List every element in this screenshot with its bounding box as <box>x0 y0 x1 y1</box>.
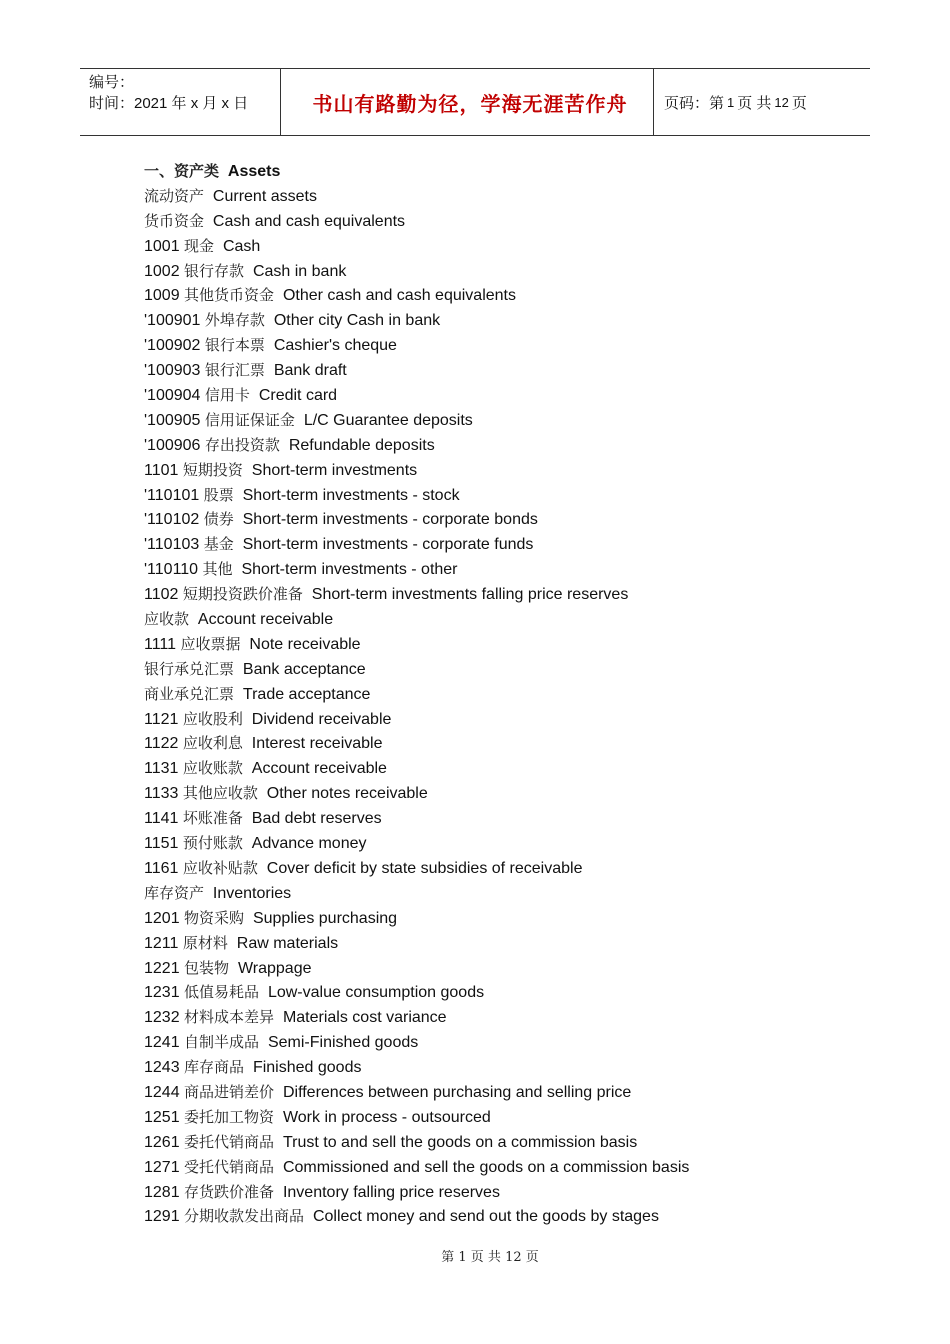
account-code: 1231 <box>144 984 180 1002</box>
account-name-en: Semi-Finished goods <box>267 1034 419 1052</box>
account-name-en: Dividend receivable <box>251 710 392 728</box>
account-entry <box>144 682 844 707</box>
account-name-en: Cash <box>222 237 261 255</box>
account-entry <box>144 234 844 259</box>
account-name-cn: 应收股利 <box>182 709 243 728</box>
account-code: 1261 <box>144 1133 180 1151</box>
account-name-en: Advance money <box>251 835 367 853</box>
account-name-en: Account receivable <box>251 760 387 778</box>
account-name-en: Bank acceptance <box>242 660 366 678</box>
account-name-en: Cash in bank <box>252 262 347 280</box>
account-name-cn: 货币资金 <box>144 211 205 230</box>
account-name-cn: 原材料 <box>182 933 228 952</box>
account-name-cn: 商品进销差价 <box>184 1082 275 1101</box>
account-entry <box>144 184 844 209</box>
account-name-cn: 应收利息 <box>182 734 243 753</box>
page-middle: 页 共 <box>737 94 772 112</box>
account-code: 1271 <box>144 1158 180 1176</box>
account-entry <box>144 956 844 981</box>
account-name-cn: 其他应收款 <box>182 784 258 803</box>
page-prefix: 页码：第 <box>664 94 725 112</box>
account-entry <box>144 458 844 483</box>
account-name-cn: 基金 <box>203 535 234 554</box>
account-code: 1141 <box>144 810 179 828</box>
account-entry <box>144 408 844 433</box>
account-name-cn: 信用卡 <box>204 386 250 405</box>
account-entry <box>144 1105 844 1130</box>
account-entry <box>144 906 844 931</box>
account-code: 1133 <box>144 785 179 803</box>
account-code: 1001 <box>144 237 180 255</box>
account-entry <box>144 259 844 284</box>
header-left-cell <box>80 69 281 135</box>
account-name-cn: 短期投资跌价准备 <box>182 585 303 604</box>
header-motto-cell <box>281 69 654 135</box>
account-name-en: Short-term investments falling price reserves <box>311 586 629 604</box>
account-name-en: Refundable deposits <box>288 436 435 454</box>
account-name-cn: 坏账准备 <box>182 809 243 828</box>
footer-current: 1 <box>458 1250 467 1265</box>
account-name-cn: 其他货币资金 <box>184 286 275 305</box>
account-name-cn: 委托代销商品 <box>184 1132 275 1151</box>
footer-total: 12 <box>505 1250 522 1265</box>
account-name-cn: 短期投资 <box>182 460 243 479</box>
account-name-cn: 应收款 <box>144 610 190 629</box>
account-name-cn: 信用证保证金 <box>204 410 295 429</box>
account-entry <box>144 632 844 657</box>
account-code: '100901 <box>144 312 201 330</box>
account-code: 1151 <box>144 835 179 853</box>
account-entry <box>144 756 844 781</box>
account-entry <box>144 1180 844 1205</box>
account-name-cn: 委托加工物资 <box>184 1107 275 1126</box>
account-entry <box>144 507 844 532</box>
account-name-cn: 包装物 <box>184 958 230 977</box>
account-name-en: Wrappage <box>237 959 312 977</box>
account-code: 1161 <box>144 859 179 877</box>
account-entry <box>144 283 844 308</box>
account-name-en: Bad debt reserves <box>251 810 382 828</box>
account-name-cn: 银行存款 <box>184 261 245 280</box>
account-name-en: Account receivable <box>197 611 334 629</box>
account-code: '100906 <box>144 436 201 454</box>
account-entry <box>144 1030 844 1055</box>
account-entry <box>144 532 844 557</box>
account-code: '110102 <box>144 511 200 529</box>
account-code: 1221 <box>144 959 180 977</box>
account-name-cn: 应收补贴款 <box>182 858 258 877</box>
account-name-en: Short-term investments - stock <box>242 486 460 504</box>
account-code: 1131 <box>144 760 179 778</box>
account-name-en: Raw materials <box>236 934 339 952</box>
account-name-en: Work in process - outsourced <box>282 1108 491 1126</box>
account-code: 1201 <box>144 909 180 927</box>
account-name-en: Low-value consumption goods <box>267 984 485 1002</box>
account-name-en: Other notes receivable <box>266 785 428 803</box>
account-entry <box>144 1204 844 1229</box>
account-name-en: Differences between purchasing and selling price <box>282 1083 632 1101</box>
account-entry <box>144 1080 844 1105</box>
account-name-en: Other city Cash in bank <box>273 312 441 330</box>
account-entry <box>144 657 844 682</box>
account-name-en: Trade acceptance <box>242 685 371 703</box>
account-entry <box>144 931 844 956</box>
account-name-en: Materials cost variance <box>282 1009 447 1027</box>
account-name-cn: 债券 <box>203 510 234 529</box>
account-code: '100902 <box>144 337 201 355</box>
footer-middle: 页 共 <box>470 1250 501 1265</box>
account-entry <box>144 1055 844 1080</box>
account-name-en: Finished goods <box>252 1059 362 1077</box>
account-code: '110101 <box>144 486 200 504</box>
page-suffix: 页 <box>791 94 807 112</box>
account-name-cn: 分期收款发出商品 <box>184 1207 305 1226</box>
account-code: 1281 <box>144 1183 180 1201</box>
account-entry <box>144 582 844 607</box>
account-name-cn: 库存商品 <box>184 1058 245 1077</box>
page-footer <box>0 1246 950 1265</box>
account-entry <box>144 1130 844 1155</box>
account-entry <box>144 1155 844 1180</box>
header-page-cell <box>654 69 870 135</box>
account-name-en: Trust to and sell the goods on a commission basis <box>282 1133 638 1151</box>
account-name-en: Interest receivable <box>251 735 383 753</box>
account-name-cn: 材料成本差异 <box>184 1008 275 1027</box>
account-name-en: Short-term investments - corporate funds <box>242 536 534 554</box>
page-total: 12 <box>774 94 789 110</box>
account-code: 1243 <box>144 1059 180 1077</box>
account-name-cn: 库存资产 <box>144 883 205 902</box>
account-entry <box>144 433 844 458</box>
account-name-cn: 外埠存款 <box>204 311 265 330</box>
account-name-en: Cover deficit by state subsidies of receivable <box>266 859 583 877</box>
account-code: 1002 <box>144 262 180 280</box>
account-code: '100904 <box>144 387 201 405</box>
account-code: 1251 <box>144 1108 180 1126</box>
account-name-cn: 股票 <box>203 485 234 504</box>
account-code: 1291 <box>144 1208 180 1226</box>
account-code: '110103 <box>144 536 200 554</box>
account-name-cn: 流动资产 <box>144 186 205 205</box>
account-code: '100903 <box>144 362 201 380</box>
account-name-cn: 存出投资款 <box>204 435 280 454</box>
account-name-en: L/C Guarantee deposits <box>303 411 473 429</box>
account-code: 1009 <box>144 287 180 305</box>
account-code: 1101 <box>144 461 179 479</box>
account-name-cn: 物资采购 <box>184 908 245 927</box>
account-name-en: Short-term investments - other <box>241 561 458 579</box>
page-header <box>80 68 870 136</box>
account-name-en: Short-term investments <box>251 461 418 479</box>
account-entry <box>144 308 844 333</box>
account-code: 1121 <box>144 710 179 728</box>
account-entry <box>144 557 844 582</box>
account-name-en: Assets <box>227 163 281 180</box>
account-name-cn: 预付账款 <box>182 834 243 853</box>
account-entry <box>144 806 844 831</box>
account-name-en: Commissioned and sell the goods on a commission basis <box>282 1158 690 1176</box>
account-name-cn: 银行本票 <box>204 336 265 355</box>
account-entry <box>144 483 844 508</box>
account-code: 1241 <box>144 1034 180 1052</box>
account-name-cn: 银行汇票 <box>204 361 265 380</box>
footer-suffix: 页 <box>525 1250 539 1265</box>
time-label: 时间：2021 年 x 月 x 日 <box>89 95 249 112</box>
account-name-en: Short-term investments - corporate bonds <box>242 511 538 529</box>
account-entry <box>144 209 844 234</box>
account-code: 1122 <box>144 735 179 753</box>
account-entry <box>144 731 844 756</box>
account-name-cn: 应收账款 <box>182 759 243 778</box>
account-name-en: Bank draft <box>273 362 347 380</box>
account-name-en: Other cash and cash equivalents <box>282 287 516 305</box>
account-name-en: Cashier's cheque <box>273 337 397 355</box>
account-entry <box>144 707 844 732</box>
account-name-en: Collect money and send out the goods by stages <box>312 1208 659 1226</box>
account-entry <box>144 856 844 881</box>
account-name-cn: 受托代销商品 <box>184 1157 275 1176</box>
account-name-cn: 低值易耗品 <box>184 983 260 1002</box>
account-code: 1244 <box>144 1083 180 1101</box>
account-name-en: Cash and cash equivalents <box>212 212 406 230</box>
account-entry <box>144 781 844 806</box>
account-entry <box>144 333 844 358</box>
account-entry <box>144 1005 844 1030</box>
account-name-en: Supplies purchasing <box>252 909 398 927</box>
account-entry <box>144 980 844 1005</box>
account-code: 1102 <box>144 586 179 604</box>
account-entry <box>144 607 844 632</box>
account-name-cn: 银行承兑汇票 <box>144 659 235 678</box>
account-name-en: Note receivable <box>249 635 361 653</box>
account-entry <box>144 881 844 906</box>
account-entry <box>144 358 844 383</box>
account-name-cn: 其他 <box>202 560 233 579</box>
account-name-cn: 商业承兑汇票 <box>144 684 235 703</box>
account-code: '100905 <box>144 411 201 429</box>
account-code: 1232 <box>144 1009 180 1027</box>
account-list <box>144 159 844 1229</box>
account-name-cn: 存货跌价准备 <box>184 1182 275 1201</box>
motto: 书山有路勤为径，学海无涯苦作舟 <box>312 91 628 116</box>
account-name-cn: 现金 <box>184 236 215 255</box>
account-code: 1111 <box>144 635 177 653</box>
account-entry <box>144 383 844 408</box>
section-heading <box>144 159 844 184</box>
account-code: 1211 <box>144 934 179 952</box>
account-name-en: Current assets <box>212 187 317 205</box>
account-code: '110110 <box>144 561 199 579</box>
footer-prefix: 第 <box>441 1250 455 1265</box>
account-name-cn: 一、资产类 <box>144 162 220 180</box>
account-name-en: Credit card <box>258 387 338 405</box>
account-name-en: Inventories <box>212 884 292 902</box>
account-name-cn: 自制半成品 <box>184 1033 260 1052</box>
page-current: 1 <box>727 94 735 110</box>
account-name-en: Inventory falling price reserves <box>282 1183 500 1201</box>
account-entry <box>144 831 844 856</box>
number-label: 编号： <box>89 74 135 91</box>
account-name-cn: 应收票据 <box>180 634 241 653</box>
